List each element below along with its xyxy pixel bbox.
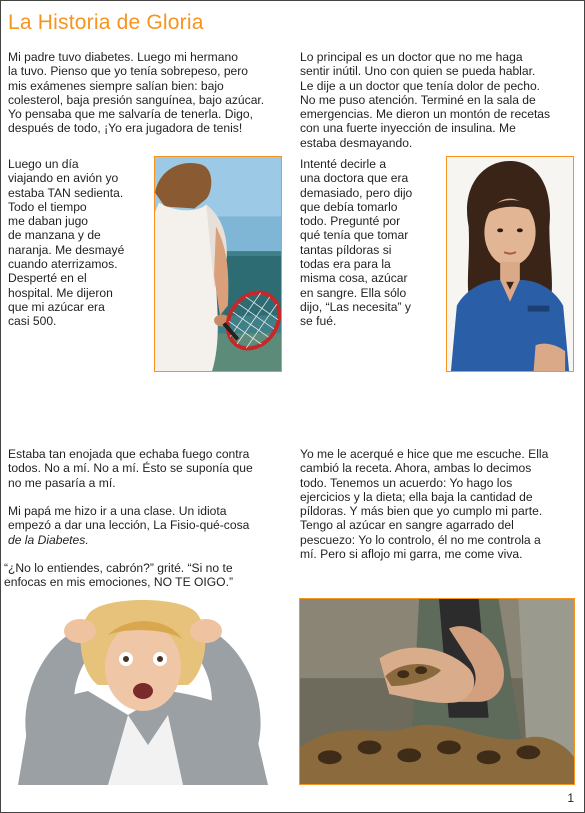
page-number: 1: [567, 791, 574, 805]
doctor-pills-paragraph: Intenté decirle a una doctora que era demasiado, pero dijo que debía tomarlo todo. Pregunté por qué tenía que tomar tantas píldoras si todas era para la misma cosa, azúcar en sangre. Ella sólo dijo, “Las necesita” y se fué.: [300, 157, 413, 329]
shocked-woman-photo: [18, 595, 268, 785]
agreement-paragraph: Yo me le acerqué e hice que me escuche. Ella cambió la receta. Ahora, ambas lo decimos todo. Tenemos un acuerdo: Yo hago los ejercicios y la dieta; ella baja la cantidad de píldoras. Y más bien que yo cumplo mi parte. Tengo al azúcar en sangre agarrado del pescuezo: Yo lo controlo, él no me controla a mí. Pero si aflojo mi garra, me come viva.: [300, 447, 549, 562]
class-line-1: Mi papá me hizo ir a una clase. Un idiota: [8, 504, 227, 518]
airplane-paragraph: Luego un día viajando en avión yo estaba TAN sedienta. Todo el tiempo me daban jugo de manzana y de naranja. Me desmayé cuando aterrizamos. Desperté en el hospital. Me dijeron que mi azúcar era casi 500.: [8, 157, 125, 329]
snake-in-hand-photo: [299, 598, 575, 785]
quote-paragraph: “¿No lo entiendes, cabrón?” grité. “Si no te enfocas en mis emociones, NO TE OIGO.”: [4, 561, 233, 590]
class-paragraph: [8, 504, 249, 547]
angry-paragraph: Estaba tan enojada que echaba fuego contra todos. No a mí. No a mí. Ésto se suponía que no me pasaría a mí.: [8, 447, 253, 490]
intro-paragraph: Mi padre tuvo diabetes. Luego mi hermano la tuvo. Pienso que yo tenía sobrepeso, pero mis exámenes siempre salían bien: bajo colesterol, baja presión sanguínea, bajo azúcar. Yo pensaba que me salvaría de tenerla. Digo, después de todo, ¡Yo era jugadora de tenis!: [8, 50, 265, 136]
class-line-3-italic: de la Diabetes.: [8, 532, 89, 547]
tennis-player-photo: [154, 156, 282, 372]
page-title: La Historia de Gloria: [8, 11, 204, 34]
class-line-2: empezó a dar una lección, La Fisio-qué-cosa: [8, 518, 250, 533]
doctor-photo: [446, 156, 574, 372]
doctor-paragraph: Lo principal es un doctor que no me haga sentir inútil. Uno con quien se pueda hablar. Le dije a un doctor que tenía dolor de pecho. No me puso atención. Terminé en la sala de emergencias. Me dieron un montón de recetas con una fuerte inyección de insulina. Me estaba desmayando.: [300, 50, 551, 150]
